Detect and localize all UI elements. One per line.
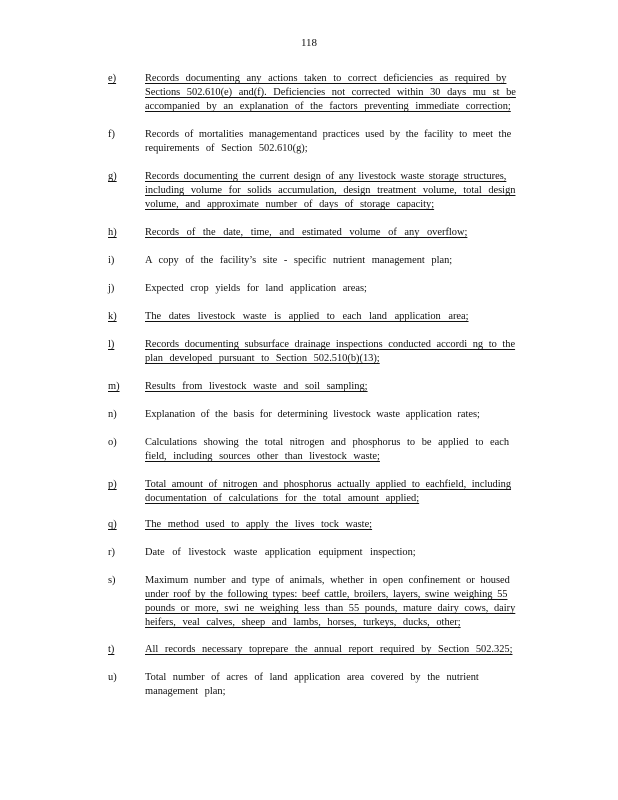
item-label: g) — [108, 171, 117, 182]
item-text: Records of mortalities managementand practices used by the facility to meet the requirements of Section 502.610(g); — [145, 129, 512, 155]
item-label: u) — [108, 672, 117, 683]
item-text: Records documenting any actions taken to correct deficiencies as required by Sections 502.610(e) and(f). Deficiencies not corrected within 30 days mu st be accompanied by an explanation of the factors preventing immediate correction; — [145, 73, 516, 113]
item-text: The method used to apply the lives tock waste; — [145, 519, 373, 530]
item-label: n) — [108, 409, 117, 420]
item-label: r) — [108, 547, 115, 558]
item-label: j) — [108, 283, 115, 294]
item-text: The dates livestock waste is applied to each land application area; — [145, 311, 469, 322]
item-label: l) — [108, 339, 115, 350]
item-text: Results from livestock waste and soil sampling; — [145, 381, 368, 392]
item-label: t) — [108, 644, 115, 655]
item-text: Total number of acres of land application area covered by the nutrient management plan; — [145, 672, 479, 698]
item-label: k) — [108, 311, 117, 322]
item-text: Date of livestock waste application equipment inspection; — [145, 547, 416, 558]
item-label: o) — [108, 437, 117, 448]
item-label: e) — [108, 73, 117, 84]
item-text: Records documenting subsurface drainage inspections conducted accordi ng to the plan developed pursuant to Section 502.510(b)(13); — [145, 339, 516, 365]
item-text: Explanation of the basis for determining livestock waste application rates; — [145, 409, 480, 420]
item-label: m) — [108, 381, 120, 392]
item-label: p) — [108, 479, 117, 490]
item-text: Records of the date, time, and estimated volume of any overflow; — [145, 227, 468, 238]
item-label: i) — [108, 255, 115, 266]
item-text: All records necessary toprepare the annual report required by Section 502.325; — [145, 644, 513, 655]
item-label: s) — [108, 575, 116, 586]
item-text: Records documenting the current design of any livestock waste storage structures, including volume for solids accumulation, design treatment volume, total design volume, and approximate number of days of storage capacity; — [145, 171, 516, 211]
item-text: Calculations showing the total nitrogen and phosphorus to be applied to each field, including sources other than livestock waste; — [145, 437, 510, 463]
item-text: Expected crop yields for land application areas; — [145, 283, 367, 294]
page-number: 118 — [300, 37, 318, 49]
item-text: A copy of the facility’s site - specific nutrient management plan; — [145, 255, 453, 266]
item-text: Total amount of nitrogen and phosphorus actually applied to eachfield, including documentation of calculations for the total amount applied; — [145, 479, 512, 505]
item-label: q) — [108, 519, 117, 530]
item-text: Maximum number and type of animals, whether in open confinement or housed under roof by the following types: beef cattle, broilers, layers, swine weighing 55 pounds or more, swi ne weighing less than 55 pounds, mature dairy cows, dairy heifers, veal calves, sheep and lambs, horses, turkeys, ducks, other; — [145, 575, 516, 629]
item-label: f) — [108, 129, 115, 140]
item-label: h) — [108, 227, 117, 238]
